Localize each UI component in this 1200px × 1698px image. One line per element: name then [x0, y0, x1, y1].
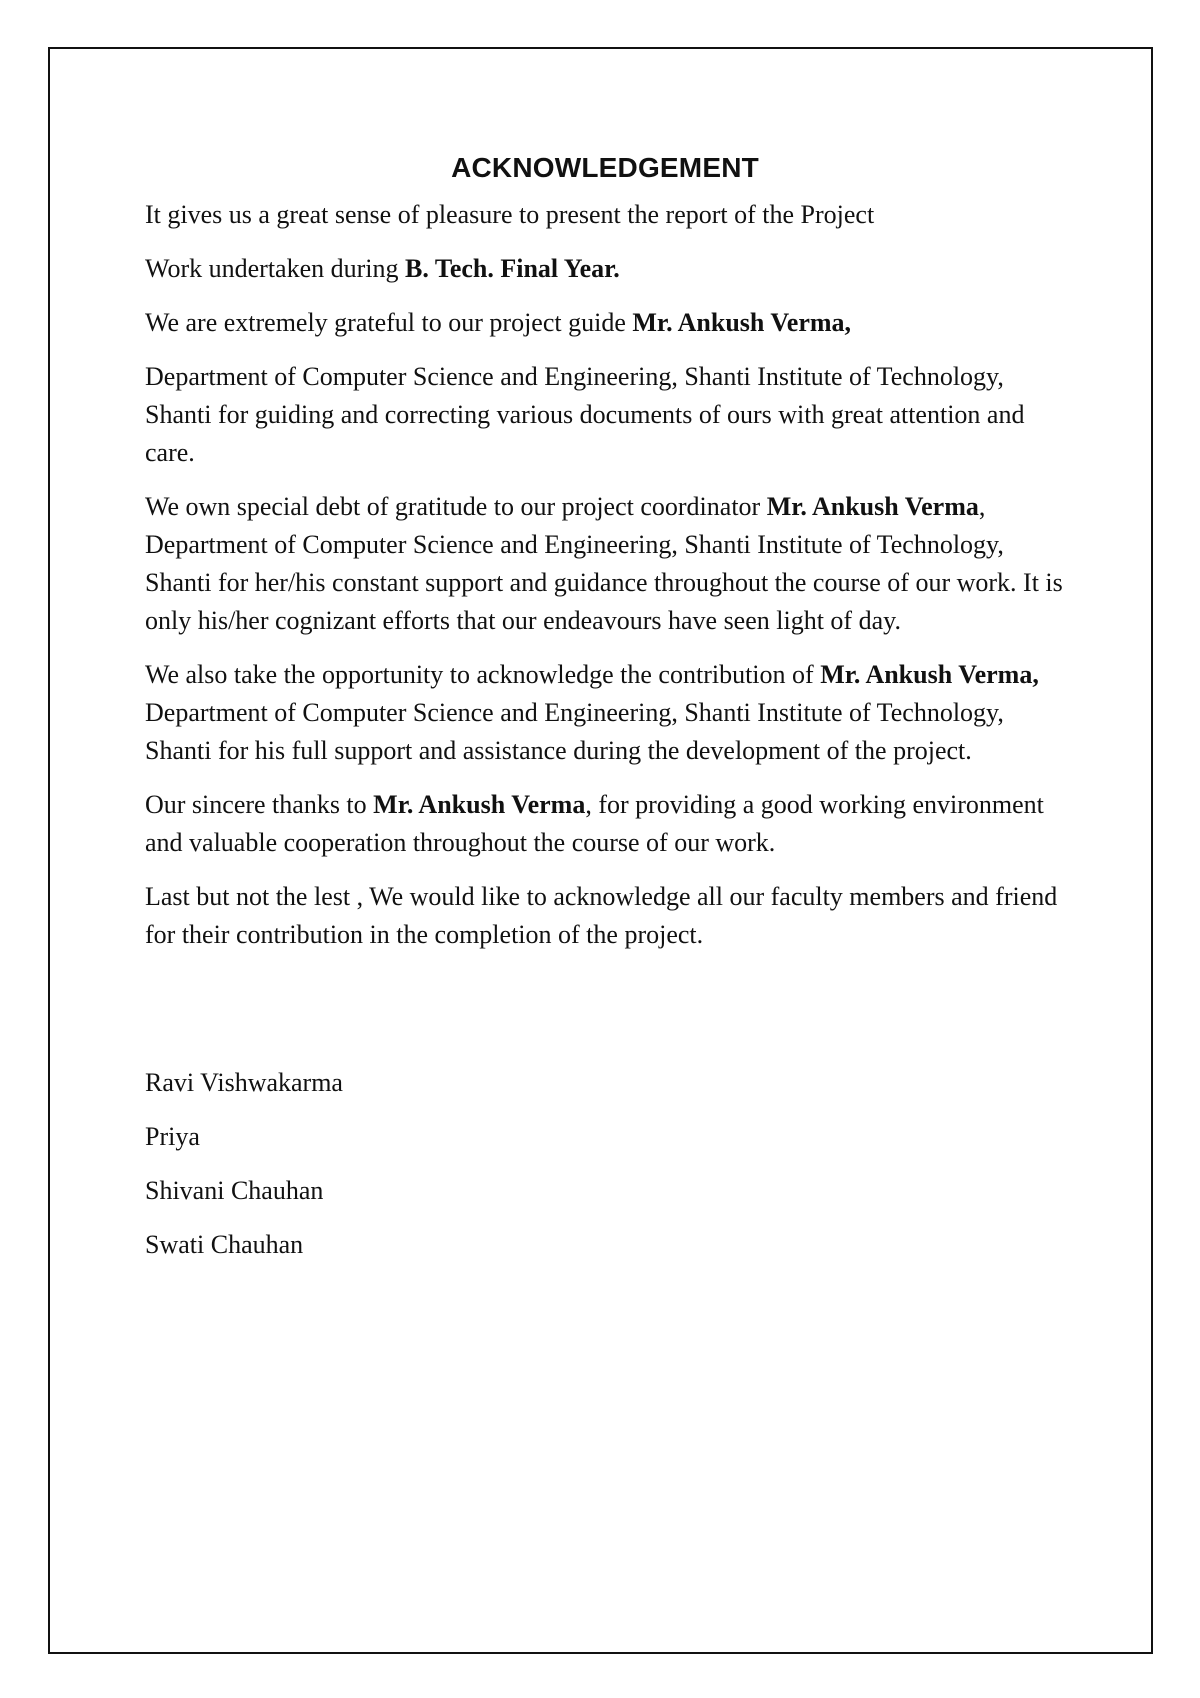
paragraph-department — [145, 358, 1065, 472]
intro-text: It gives us a great sense of pleasure to present the report of the Project — [145, 200, 875, 229]
contribution-text-a: We also take the opportunity to acknowledge the contribution of — [145, 660, 821, 689]
course-name: B. Tech. Final Year. — [405, 254, 620, 283]
guide-name: Mr. Ankush Verma, — [632, 308, 852, 337]
contribution-text-b: Department of Computer Science and Engineering, Shanti Institute of Technology, Shanti for his full support and assistance during the development of the project. — [145, 698, 1004, 765]
thanks-name: Mr. Ankush Verma — [373, 790, 586, 819]
coordinator-text-a: We own special debt of gratitude to our project coordinator — [145, 492, 767, 521]
course-text: Work undertaken during — [145, 254, 405, 283]
document-body — [145, 148, 1065, 1280]
paragraph-closing — [145, 878, 1065, 954]
paragraph-course — [145, 250, 1065, 288]
signatory-name: Priya — [145, 1122, 200, 1151]
thanks-text-b: , for providing a good working environment and valuable cooperation throughout the course of our work. — [145, 790, 1044, 857]
coordinator-text-b: , Department of Computer Science and Engineering, Shanti Institute of Technology, Shanti for her/his constant support and guidance throughout the course of our work. It is only his/her cognizant efforts that our endeavours have seen light of day. — [145, 492, 1063, 635]
thanks-text-a: Our sincere thanks to — [145, 790, 374, 819]
paragraph-intro — [145, 196, 1065, 234]
guide-text: We are extremely grateful to our project guide — [145, 308, 633, 337]
paragraph-thanks — [145, 786, 1065, 862]
signatory-name: Ravi Vishwakarma — [145, 1068, 343, 1097]
signatory-name: Shivani Chauhan — [145, 1176, 324, 1205]
closing-text: Last but not the lest , We would like to acknowledge all our faculty members and friend for their contribution in the completion of the project. — [145, 882, 1058, 949]
coordinator-name: Mr. Ankush Verma — [766, 492, 979, 521]
signatory-list — [145, 1064, 1065, 1264]
paragraph-guide — [145, 304, 1065, 342]
paragraph-coordinator — [145, 488, 1065, 640]
paragraph-contribution — [145, 656, 1065, 770]
contribution-name: Mr. Ankush Verma, — [820, 660, 1039, 689]
signatory-name: Swati Chauhan — [145, 1230, 304, 1259]
page-title: ACKNOWLEDGEMENT — [451, 152, 759, 183]
department-text: Department of Computer Science and Engineering, Shanti Institute of Technology, Shanti for guiding and correcting various documents of ours with great attention and care. — [145, 362, 1025, 467]
